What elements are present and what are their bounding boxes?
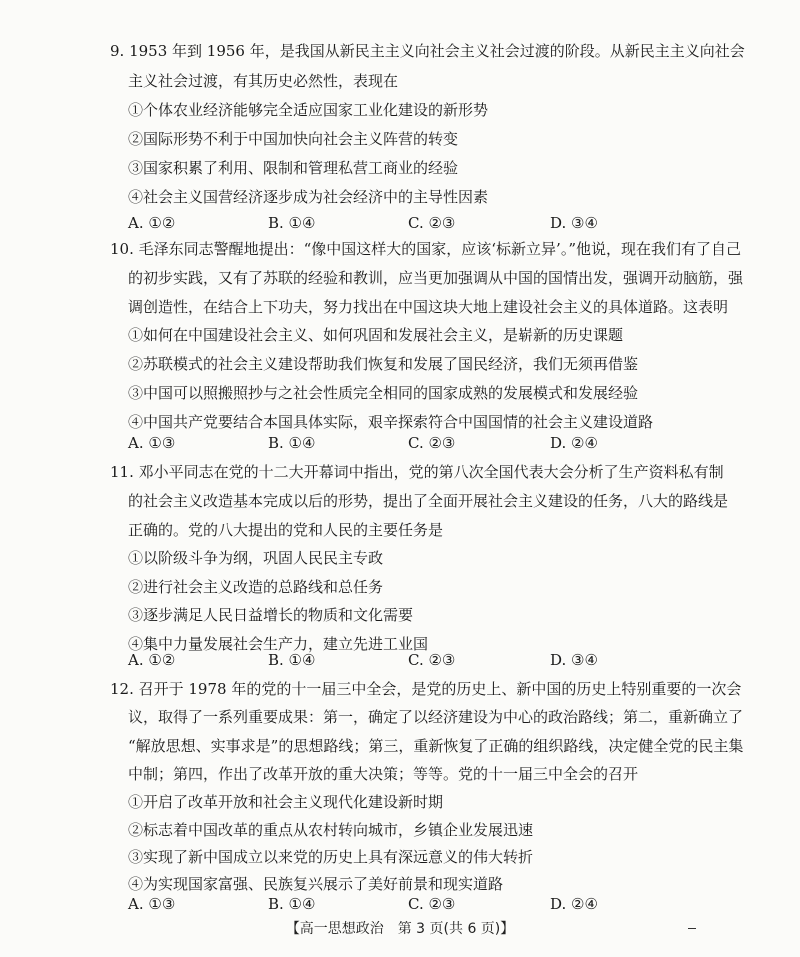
q12-choices — [128, 893, 728, 915]
q10-choice-c: C. ②③ — [408, 434, 456, 452]
q12-option-4: ④为实现国家富强、民族复兴展示了美好前景和现实道路 — [128, 875, 504, 893]
q10-choice-d: D. ②④ — [550, 434, 598, 452]
q9-choice-b: B. ①④ — [268, 214, 316, 232]
q11-stem-line-2: 的社会主义改造基本完成以后的形势，提出了全面开展社会主义建设的任务，八大的路线是 — [128, 492, 729, 510]
q12-option-2: ②标志着中国改革的重点从农村转向城市，乡镇企业发展迅速 — [128, 821, 534, 839]
page-footer: 【高一思想政治 第 3 页(共 6 页)】 — [285, 921, 515, 937]
q10-option-1: ①如何在中国建设社会主义、如何巩固和发展社会主义，是崭新的历史课题 — [128, 326, 624, 344]
q11-stem-line-1: 11. 邓小平同志在党的十二大开幕词中指出，党的第八次全国代表大会分析了生产资料私有制 — [110, 463, 724, 481]
q11-choice-c: C. ②③ — [408, 651, 456, 669]
q10-choice-b: B. ①④ — [268, 434, 316, 452]
q12-option-1: ①开启了改革开放和社会主义现代化建设新时期 — [128, 793, 444, 811]
q12-choice-d: D. ②④ — [550, 895, 598, 913]
q12-choice-a: A. ①③ — [128, 895, 176, 913]
q12-choice-c: C. ②③ — [408, 895, 456, 913]
q10-stem-line-3: 调创造性，在结合上下功夫，努力找出在中国这块大地上建设社会主义的具体道路。这表明 — [128, 298, 729, 316]
q11-option-4: ④集中力量发展社会生产力，建立先进工业国 — [128, 635, 429, 653]
q12-stem-line-2: 议，取得了一系列重要成果：第一，确定了以经济建设为中心的政治路线；第二，重新确立了 — [128, 708, 744, 726]
q11-choice-d: D. ③④ — [550, 651, 598, 669]
q12-stem-line-4: 中制；第四，作出了改革开放的重大决策；等等。党的十一届三中全会的召开 — [128, 765, 639, 783]
q10-stem-line-1: 10. 毛泽东同志警醒地提出：“像中国这样大的国家，应该‘标新立异’。”他说，现在我们有了自己 — [110, 240, 742, 258]
q9-option-2: ②国际形势不利于中国加快向社会主义阵营的转变 — [128, 130, 459, 148]
q12-option-3: ③实现了新中国成立以来党的历史上具有深远意义的伟大转折 — [128, 848, 534, 866]
q11-option-1: ①以阶级斗争为纲，巩固人民民主专政 — [128, 549, 384, 567]
q10-choices — [128, 432, 728, 454]
q12-choice-b: B. ①④ — [268, 895, 316, 913]
q9-stem-line-1: 9. 1953 年到 1956 年，是我国从新民主主义向社会主义社会过渡的阶段。从新民主主义向社会 — [110, 42, 745, 60]
q9-option-4: ④社会主义国营经济逐步成为社会经济中的主导性因素 — [128, 188, 489, 206]
q10-option-2: ②苏联模式的社会主义建设帮助我们恢复和发展了国民经济，我们无须再借鉴 — [128, 355, 639, 373]
q9-choice-c: C. ②③ — [408, 214, 456, 232]
q12-stem-line-3: “解放思想、实事求是”的思想路线；第三，重新恢复了正确的组织路线，决定健全党的民主集 — [128, 737, 744, 755]
q10-option-3: ③中国可以照搬照抄与之社会性质完全相同的国家成熟的发展模式和发展经验 — [128, 384, 639, 402]
q10-stem-line-2: 的初步实践，又有了苏联的经验和教训，应当更加强调从中国的国情出发，强调开动脑筋，强 — [128, 269, 744, 287]
corner-mark — [688, 928, 696, 929]
q12-stem-line-1: 12. 召开于 1978 年的党的十一届三中全会，是党的历史上、新中国的历史上特别重要的一次会 — [110, 680, 742, 698]
q11-stem-line-3: 正确的。党的八大提出的党和人民的主要任务是 — [128, 521, 444, 539]
q9-choice-d: D. ③④ — [550, 214, 598, 232]
q9-option-1: ①个体农业经济能够完全适应国家工业化建设的新形势 — [128, 101, 489, 119]
q9-option-3: ③国家积累了利用、限制和管理私营工商业的经验 — [128, 159, 459, 177]
q11-option-3: ③逐步满足人民日益增长的物质和文化需要 — [128, 606, 414, 624]
q11-choices — [128, 649, 728, 671]
q9-choices — [128, 212, 728, 234]
q11-choice-a: A. ①② — [128, 651, 176, 669]
q11-option-2: ②进行社会主义改造的总路线和总任务 — [128, 578, 384, 596]
q10-option-4: ④中国共产党要结合本国具体实际，艰辛探索符合中国国情的社会主义建设道路 — [128, 413, 654, 431]
q9-stem-line-2: 主义社会过渡，有其历史必然性，表现在 — [128, 72, 399, 90]
q11-choice-b: B. ①④ — [268, 651, 316, 669]
q10-choice-a: A. ①③ — [128, 434, 176, 452]
q9-choice-a: A. ①② — [128, 214, 176, 232]
